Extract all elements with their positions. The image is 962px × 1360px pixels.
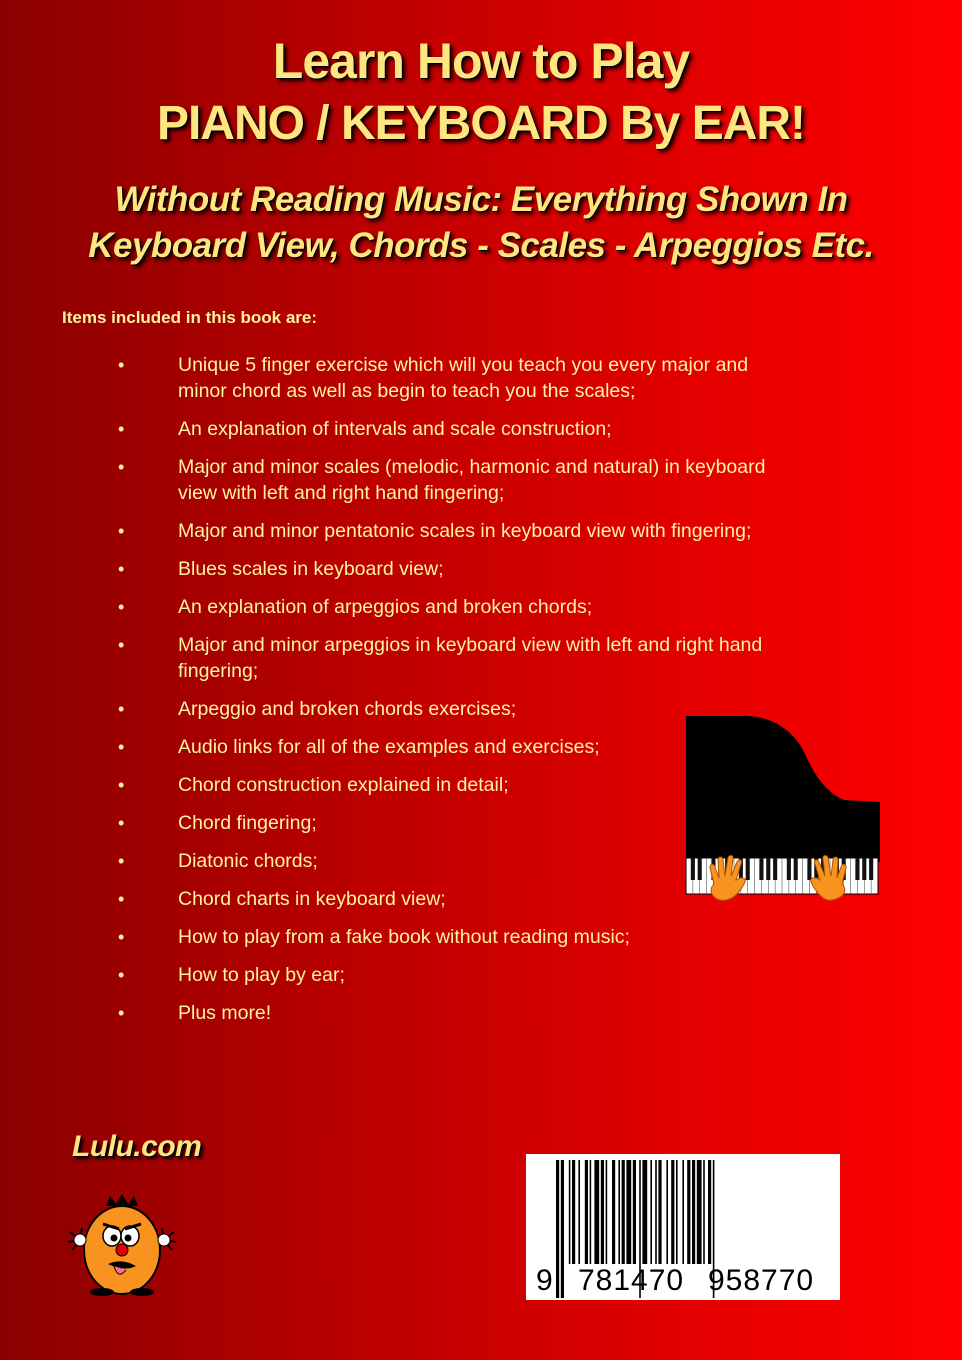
bullet-icon: • <box>118 965 125 985</box>
list-item-line: An explanation of intervals and scale construction; <box>178 418 612 440</box>
list-item-line: Chord fingering; <box>178 812 317 834</box>
barcode-bar <box>666 1160 668 1264</box>
bullet-icon: • <box>118 419 125 439</box>
list-item-line: How to play from a fake book without reading music; <box>178 926 630 948</box>
barcode-group-2: 958770 <box>708 1264 815 1297</box>
barcode-bar <box>556 1160 559 1298</box>
barcode-bar <box>606 1160 608 1264</box>
bullet-icon: • <box>118 737 125 757</box>
bullet-icon: • <box>118 597 125 617</box>
list-item-line: Audio links for all of the examples and exercises; <box>178 736 600 758</box>
title-line-2: PIANO / KEYBOARD By EAR! <box>156 97 806 150</box>
list-item-line: Major and minor scales (melodic, harmonic and natural) in keyboard <box>178 456 766 478</box>
bullet-icon: • <box>118 851 125 871</box>
list-item-line: Chord construction explained in detail; <box>178 774 509 796</box>
barcode-bar <box>590 1160 592 1264</box>
bullet-icon: • <box>118 889 125 909</box>
list-item-text <box>178 454 828 506</box>
barcode-bar <box>618 1160 620 1264</box>
list-item-line: Major and minor pentatonic scales in keyboard view with fingering; <box>178 520 752 542</box>
list-item-line: Chord charts in keyboard view; <box>178 888 446 910</box>
barcode-bar <box>594 1160 599 1264</box>
list-item-text <box>178 962 828 988</box>
barcode-bar <box>601 1160 604 1264</box>
list-item-text <box>178 416 828 442</box>
barcode-bar <box>676 1160 678 1264</box>
barcode-bar <box>692 1160 695 1264</box>
barcode-bar <box>697 1160 702 1264</box>
barcode-first-digit: 9 <box>536 1264 554 1297</box>
subtitle-line-1: Without Reading Music: Everything Shown In <box>114 180 848 219</box>
barcode-bar <box>658 1160 661 1264</box>
list-item-text <box>178 1000 828 1026</box>
barcode-bar <box>655 1160 657 1264</box>
publisher-logo-text: Lulu.com <box>72 1130 202 1163</box>
list-item-line: Major and minor arpeggios in keyboard view with left and right hand <box>178 634 763 656</box>
list-item-line: Blues scales in keyboard view; <box>178 558 444 580</box>
grand-piano-with-hands-icon <box>684 712 880 908</box>
list-item-line: view with left and right hand fingering; <box>178 482 505 504</box>
list-item-line: Arpeggio and broken chords exercises; <box>178 698 517 720</box>
list-item-text <box>178 594 828 620</box>
barcode-bar <box>708 1160 711 1264</box>
bullet-icon: • <box>118 355 125 375</box>
bullet-icon: • <box>118 813 125 833</box>
barcode-bar <box>612 1160 615 1264</box>
bullet-icon: • <box>118 775 125 795</box>
barcode-bar <box>626 1160 631 1264</box>
list-item-line: How to play by ear; <box>178 964 345 986</box>
list-item-line: Diatonic chords; <box>178 850 318 872</box>
barcode-bar <box>682 1160 684 1264</box>
items-heading: Items included in this book are: <box>62 308 318 327</box>
bullet-icon: • <box>118 457 125 477</box>
barcode-bar <box>671 1160 674 1264</box>
barcode-bar <box>703 1160 705 1264</box>
subtitle-line-2: Keyboard View, Chords - Scales - Arpeggios Etc. <box>88 226 874 265</box>
barcode-bar <box>569 1160 571 1264</box>
bullet-icon: • <box>118 635 125 655</box>
list-item-line: fingering; <box>178 660 259 682</box>
title-line-1: Learn How to Play <box>272 33 690 89</box>
bullet-icon: • <box>118 699 125 719</box>
list-item-text <box>178 352 828 404</box>
bullet-icon: • <box>118 927 125 947</box>
bullet-icon: • <box>118 1003 125 1023</box>
list-item-text <box>178 632 828 684</box>
barcode-bar <box>633 1160 636 1264</box>
bullet-icon: • <box>118 521 125 541</box>
lulu-mascot-icon <box>66 1192 178 1296</box>
list-item-line: minor chord as well as begin to teach you the scales; <box>178 380 636 402</box>
bullet-icon: • <box>118 559 125 579</box>
barcode-bar <box>650 1160 652 1264</box>
list-item-text <box>178 518 828 544</box>
barcode-bar <box>561 1160 564 1298</box>
isbn-barcode <box>526 1154 840 1300</box>
barcode-bar <box>578 1160 580 1264</box>
list-item-line: An explanation of arpeggios and broken chords; <box>178 596 593 618</box>
barcode-group-1: 781470 <box>578 1264 685 1297</box>
list-item-line: Unique 5 finger exercise which will you teach you every major and <box>178 354 749 376</box>
barcode-bar <box>622 1160 625 1264</box>
list-item-text <box>178 924 828 950</box>
barcode-bar <box>572 1160 575 1264</box>
barcode-bar <box>642 1160 647 1264</box>
list-item-text <box>178 556 828 582</box>
list-item-line: Plus more! <box>178 1002 272 1024</box>
barcode-bar <box>585 1160 588 1264</box>
barcode-bar <box>687 1160 690 1264</box>
